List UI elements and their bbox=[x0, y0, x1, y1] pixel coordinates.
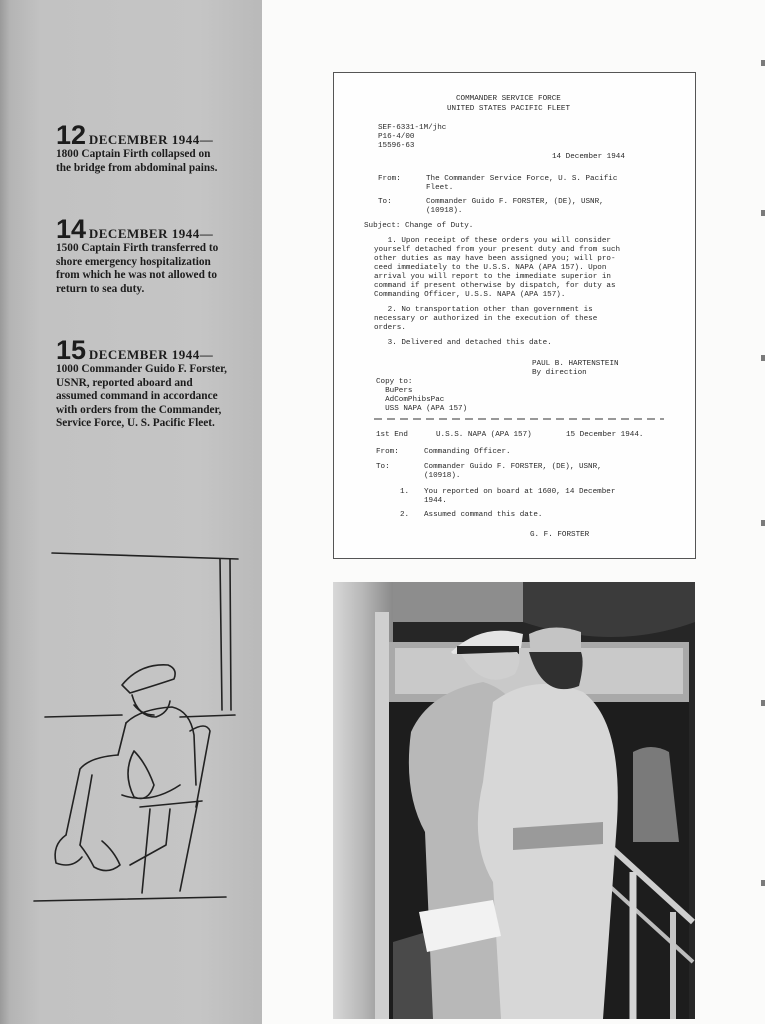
memo-date: 14 December 1944 bbox=[552, 153, 625, 161]
endorsement-item-number: 1. bbox=[400, 488, 410, 496]
memo-paragraph-line: orders. bbox=[374, 324, 406, 332]
memo-paragraph-line: 2. No transportation other than government is bbox=[374, 306, 593, 314]
memo-from-label: From: bbox=[378, 175, 401, 183]
memo-reference: 15596-63 bbox=[378, 142, 415, 150]
memo-copy-to-label: Copy to: bbox=[376, 378, 413, 386]
memo-to-text: Commander Guido F. FORSTER, (DE), USNR, bbox=[426, 198, 604, 206]
memo-to-text: (10918). bbox=[426, 207, 463, 215]
memo-paragraph-line: 3. Delivered and detached this date. bbox=[374, 339, 552, 347]
endorsement-item-number: 2. bbox=[400, 511, 410, 519]
memo-paragraph-line: 1. Upon receipt of these orders you will consider bbox=[374, 237, 611, 245]
memo-copy-recipient: AdComPhibsPac bbox=[376, 396, 445, 404]
memo-from-text: Fleet. bbox=[426, 184, 454, 192]
memo-copy-recipient: BuPers bbox=[376, 387, 413, 395]
memo-paragraph-line: necessary or authorized in the execution of these bbox=[374, 315, 598, 323]
endorsement-date: 15 December 1944. bbox=[566, 431, 644, 439]
entry-day: 12 bbox=[56, 120, 87, 150]
left-timeline-panel bbox=[0, 0, 262, 1024]
page-edge-marks bbox=[761, 0, 765, 1024]
service-force-orders-memo bbox=[333, 72, 696, 559]
memo-from-text: The Commander Service Force, U. S. Pacific bbox=[426, 175, 618, 183]
seated-captain-sketch bbox=[30, 545, 245, 920]
memo-to-label: To: bbox=[378, 198, 392, 206]
endorsement-label: 1st End bbox=[376, 431, 408, 439]
memo-header-line2: UNITED STATES PACIFIC FLEET bbox=[447, 105, 571, 113]
memo-signature: By direction bbox=[532, 369, 587, 377]
endorsement-to-label: To: bbox=[376, 463, 390, 471]
officers-on-deck-image bbox=[333, 582, 695, 1019]
timeline-entry-14 bbox=[56, 214, 228, 296]
memo-paragraph-line: yourself detached from your present duty and from such bbox=[374, 246, 621, 254]
endorsement-ship: U.S.S. NAPA (APA 157) bbox=[436, 431, 532, 439]
entry-month: DECEMBER 1944— bbox=[88, 132, 214, 147]
endorsement-from-text: Commanding Officer. bbox=[424, 448, 511, 456]
entry-month: DECEMBER 1944— bbox=[88, 226, 214, 241]
endorsement-item-text: 1944. bbox=[424, 497, 447, 505]
timeline-entry-12 bbox=[56, 120, 228, 175]
endorsement-item-text: Assumed command this date. bbox=[424, 511, 543, 519]
endorsement-from-label: From: bbox=[376, 448, 399, 456]
entry-text: 1000 Commander Guido F. Forster, USNR, reported aboard and assumed command in accordance with orders from the Commander, Service Force, U. S. Pacific Fleet. bbox=[56, 363, 227, 430]
endorsement-item-text: You reported on board at 1600, 14 December bbox=[424, 488, 616, 496]
memo-copy-recipient: USS NAPA (APA 157) bbox=[376, 405, 468, 413]
memo-paragraph-line: command if present otherwise by dispatch, for duty as bbox=[374, 282, 616, 290]
timeline-entry-15 bbox=[56, 335, 228, 430]
memo-reference: P16-4/00 bbox=[378, 133, 415, 141]
memo-paragraph-line: arrival you will report to the immediate superior in bbox=[374, 273, 611, 281]
memo-reference: SEF-6331-1M/jhc bbox=[378, 124, 447, 132]
endorsement-signature: G. F. FORSTER bbox=[530, 531, 590, 539]
endorsement-to-text: Commander Guido F. FORSTER, (DE), USNR, bbox=[424, 463, 602, 471]
memo-subject: Subject: Change of Duty. bbox=[364, 222, 474, 230]
entry-text: 1500 Captain Firth transferred to shore emergency hospitalization from which he was not allowed to return to sea duty. bbox=[56, 242, 219, 295]
memo-paragraph-line: other duties as may have been assigned you; will pro- bbox=[374, 255, 616, 263]
entry-month: DECEMBER 1944— bbox=[88, 347, 214, 362]
entry-day: 14 bbox=[56, 214, 87, 244]
memo-dashed-divider bbox=[374, 417, 664, 421]
deck-handshake-photo bbox=[333, 582, 695, 1019]
memo-paragraph-line: ceed immediately to the U.S.S. NAPA (APA 157). Upon bbox=[374, 264, 607, 272]
entry-day: 15 bbox=[56, 335, 87, 365]
memo-signature: PAUL B. HARTENSTEIN bbox=[532, 360, 619, 368]
endorsement-to-text: (10918). bbox=[424, 472, 461, 480]
memo-paragraph-line: Commanding Officer, U.S.S. NAPA (APA 157). bbox=[374, 291, 566, 299]
entry-text: 1800 Captain Firth collapsed on the bridge from abdominal pains. bbox=[56, 148, 218, 174]
memo-header-line1: COMMANDER SERVICE FORCE bbox=[456, 95, 561, 103]
